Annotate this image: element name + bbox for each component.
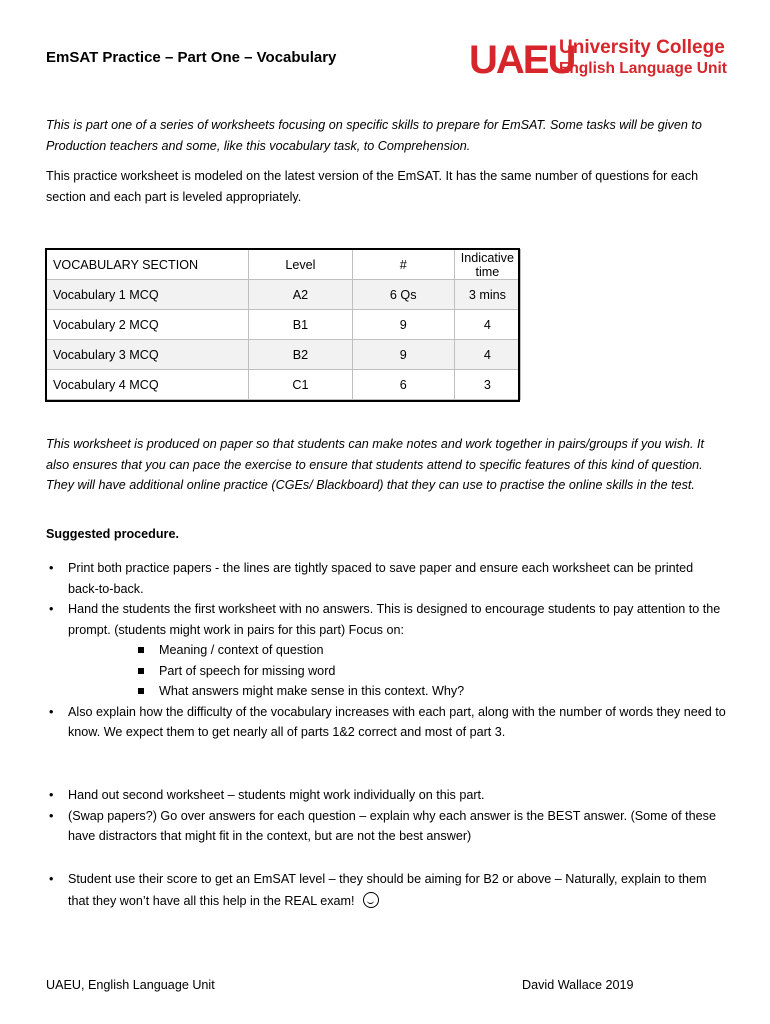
footer-right: David Wallace 2019 [522,978,634,992]
square-bullet-icon [138,647,144,653]
table-cell: B1 [249,310,352,340]
list-item-text: Print both practice papers - the lines are tightly spaced to save paper and ensure each worksheet can be printed back-to-back. [68,561,694,596]
table-cell: 6 Qs [352,280,454,310]
list-item [46,785,726,806]
logo-line-1: University College [559,37,725,58]
table-row [47,280,521,310]
table-cell: 6 [352,370,454,400]
procedure-list-a [46,558,726,743]
table-header-row [47,250,521,280]
table-row [47,340,521,370]
vocabulary-table [46,249,521,400]
sub-list-item-text: Part of speech for missing word [159,663,336,678]
table-row [47,310,521,340]
list-item [46,868,726,912]
table-cell: 4 [454,310,520,340]
table-cell: 9 [352,340,454,370]
footer-left: UAEU, English Language Unit [46,978,215,992]
bullet-icon: • [49,561,54,575]
sub-list-item [138,681,726,702]
table-cell: C1 [249,370,352,400]
intro-italic: This is part one of a series of worksheets focusing on specific skills to prepare for EmSAT. Some tasks will be given to Production teachers and some, like this vocabulary task, to Comprehension. [46,118,702,153]
table-cell: A2 [249,280,352,310]
page-title: EmSAT Practice – Part One – Vocabulary [46,49,337,66]
list-item-text: Hand the students the first worksheet with no answers. This is designed to encourage students to pay attention to the prompt. (students might work in pairs for this part) Focus on: [68,602,721,637]
list-item-text: Also explain how the difficulty of the vocabulary increases with each part, along with the number of words they need to know. We expect them to get nearly all of parts 1&2 correct and most of part 3. [68,704,726,739]
table-cell: 3 [454,370,520,400]
uaeu-logo [469,38,725,82]
list-item-text: Student use their score to get an EmSAT level – they should be aiming for B2 or above – Naturally, explain to them that they won’t have all this help in the REAL exam! [68,872,707,908]
table-cell: B2 [249,340,352,370]
logo-mark: UAEU [469,38,575,82]
procedure-heading: Suggested procedure. [46,527,179,541]
table-header-cell: # [352,250,454,280]
table-cell: Vocabulary 1 MCQ [47,280,249,310]
table-cell: Vocabulary 3 MCQ [47,340,249,370]
procedure-list-c [46,868,726,912]
table-header-cell: Level [249,250,352,280]
bullet-icon: • [49,808,54,823]
table-header-cell: Indicative time [454,250,520,280]
focus-sublist [68,640,726,702]
square-bullet-icon [138,688,144,694]
intro-paragraph: This practice worksheet is modeled on the latest version of the EmSAT. It has the same number of questions for each section and each part is leveled appropriately. [46,169,699,204]
bullet-icon: • [49,788,54,802]
sub-list-item-text: What answers might make sense in this context. Why? [159,684,465,698]
list-item-text: (Swap papers?) Go over answers for each question – explain why each answer is the BEST answer. (Some of these have distractors that might fit in the context, but are not the best answer) [68,808,716,843]
table-cell: 9 [352,310,454,340]
bullet-icon: • [49,704,54,719]
bullet-icon: • [49,872,54,886]
bullet-icon: • [49,602,54,616]
sub-list-item-text: Meaning / context of question [159,643,324,657]
logo-line-2: English Language Unit [559,60,727,77]
table-cell: Vocabulary 2 MCQ [47,310,249,340]
sub-list-item [138,640,726,661]
table-cell: Vocabulary 4 MCQ [47,370,249,400]
table-cell: 4 [454,340,520,370]
list-item-text: Hand out second worksheet – students might work individually on this part. [68,788,485,802]
list-item [46,558,726,599]
procedure-list-b [46,785,726,847]
square-bullet-icon [138,668,144,674]
note-italic: This worksheet is produced on paper so that students can make notes and work together in pairs/groups if you wish. It also ensures that you can pace the exercise to ensure that students attend to specific features of this kind of question. They will have additional online practice (CGEs/ Blackboard) that they can use to practise the online skills in the test. [46,437,705,492]
smiley-icon [363,892,379,908]
list-item [46,599,726,702]
table-cell: 3 mins [454,280,520,310]
sub-list-item [138,661,726,682]
list-item [46,806,726,847]
list-item [46,702,726,743]
table-header-cell: VOCABULARY SECTION [47,250,249,280]
table-row [47,370,521,400]
